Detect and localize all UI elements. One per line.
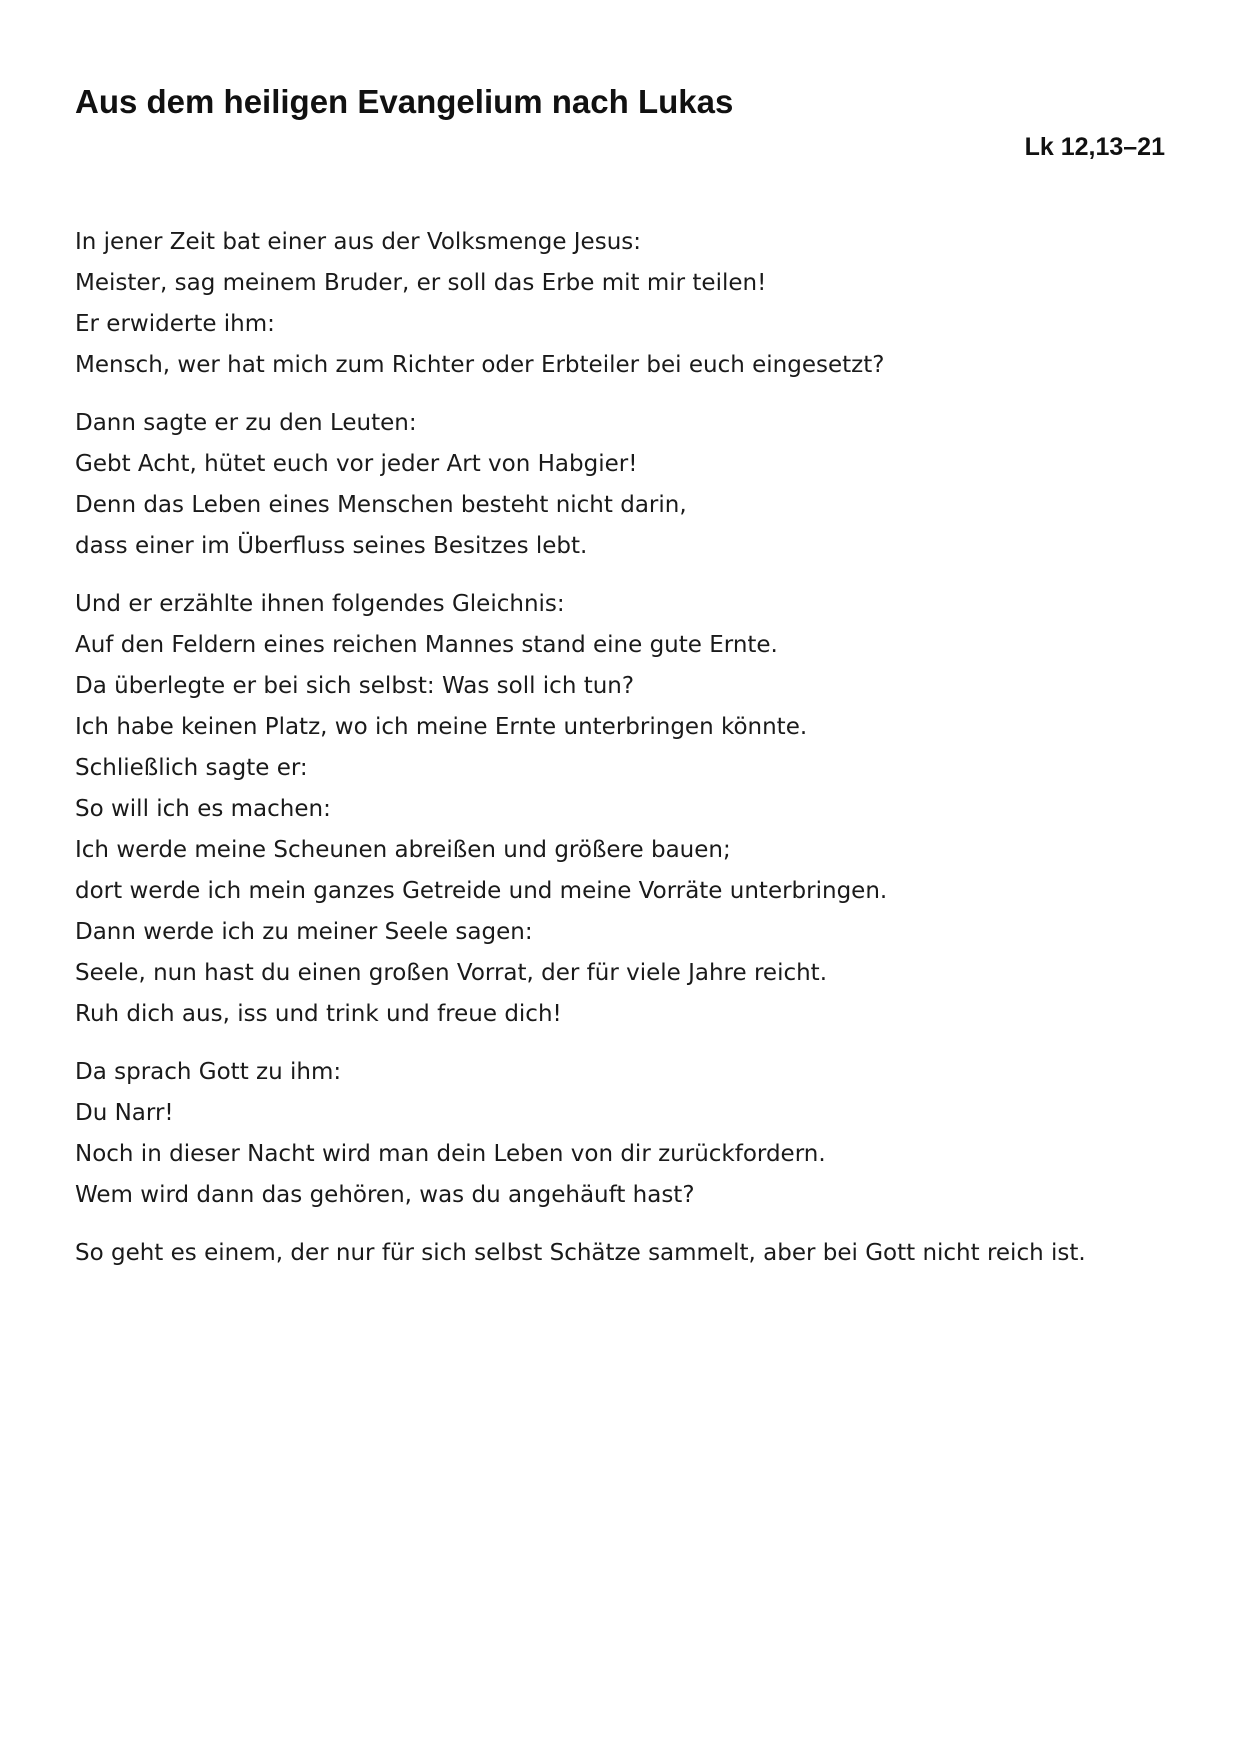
- text-line: Gebt Acht, hütet euch vor jeder Art von Habgier!: [75, 451, 638, 477]
- gospel-text: [75, 222, 1165, 1291]
- text-line: So geht es einem, der nur für sich selbst Schätze sammelt, aber bei Gott nicht reich ist.: [75, 1240, 1086, 1266]
- text-line: Schließlich sagte er:: [75, 755, 308, 781]
- text-line: dass einer im Überfluss seines Besitzes lebt.: [75, 533, 588, 559]
- text-line: Dann werde ich zu meiner Seele sagen:: [75, 919, 533, 945]
- text-line: Auf den Feldern eines reichen Mannes stand eine gute Ernte.: [75, 632, 778, 658]
- text-line: Wem wird dann das gehören, was du angehäuft hast?: [75, 1182, 695, 1208]
- text-line: Dann sagte er zu den Leuten:: [75, 410, 417, 436]
- paragraph-3: [75, 584, 1165, 1035]
- text-line: Ich habe keinen Platz, wo ich meine Ernte unterbringen könnte.: [75, 714, 808, 740]
- paragraph-4: [75, 1052, 1165, 1216]
- text-line: dort werde ich mein ganzes Getreide und meine Vorräte unterbringen.: [75, 878, 888, 904]
- text-line: Seele, nun hast du einen großen Vorrat, der für viele Jahre reicht.: [75, 960, 828, 986]
- text-line: Du Narr!: [75, 1100, 174, 1126]
- document-title: Aus dem heiligen Evangelium nach Lukas: [75, 83, 734, 120]
- text-line: Mensch, wer hat mich zum Richter oder Erbteiler bei euch eingesetzt?: [75, 352, 885, 378]
- bible-reference: Lk 12,13–21: [1024, 133, 1165, 161]
- paragraph-2: [75, 403, 1165, 567]
- text-line: Ich werde meine Scheunen abreißen und größere bauen;: [75, 837, 731, 863]
- document-page: [75, 0, 1165, 1753]
- text-line: In jener Zeit bat einer aus der Volksmenge Jesus:: [75, 229, 642, 255]
- text-line: Ruh dich aus, iss und trink und freue dich!: [75, 1001, 562, 1027]
- text-line: Denn das Leben eines Menschen besteht nicht darin,: [75, 492, 687, 518]
- text-line: Da sprach Gott zu ihm:: [75, 1059, 342, 1085]
- paragraph-5: [75, 1233, 1165, 1274]
- text-line: So will ich es machen:: [75, 796, 331, 822]
- text-line: Meister, sag meinem Bruder, er soll das Erbe mit mir teilen!: [75, 270, 767, 296]
- text-line: Da überlegte er bei sich selbst: Was soll ich tun?: [75, 673, 635, 699]
- paragraph-1: [75, 222, 1165, 386]
- text-line: Und er erzählte ihnen folgendes Gleichnis:: [75, 591, 565, 617]
- text-line: Er erwiderte ihm:: [75, 311, 275, 337]
- text-line: Noch in dieser Nacht wird man dein Leben von dir zurückfordern.: [75, 1141, 826, 1167]
